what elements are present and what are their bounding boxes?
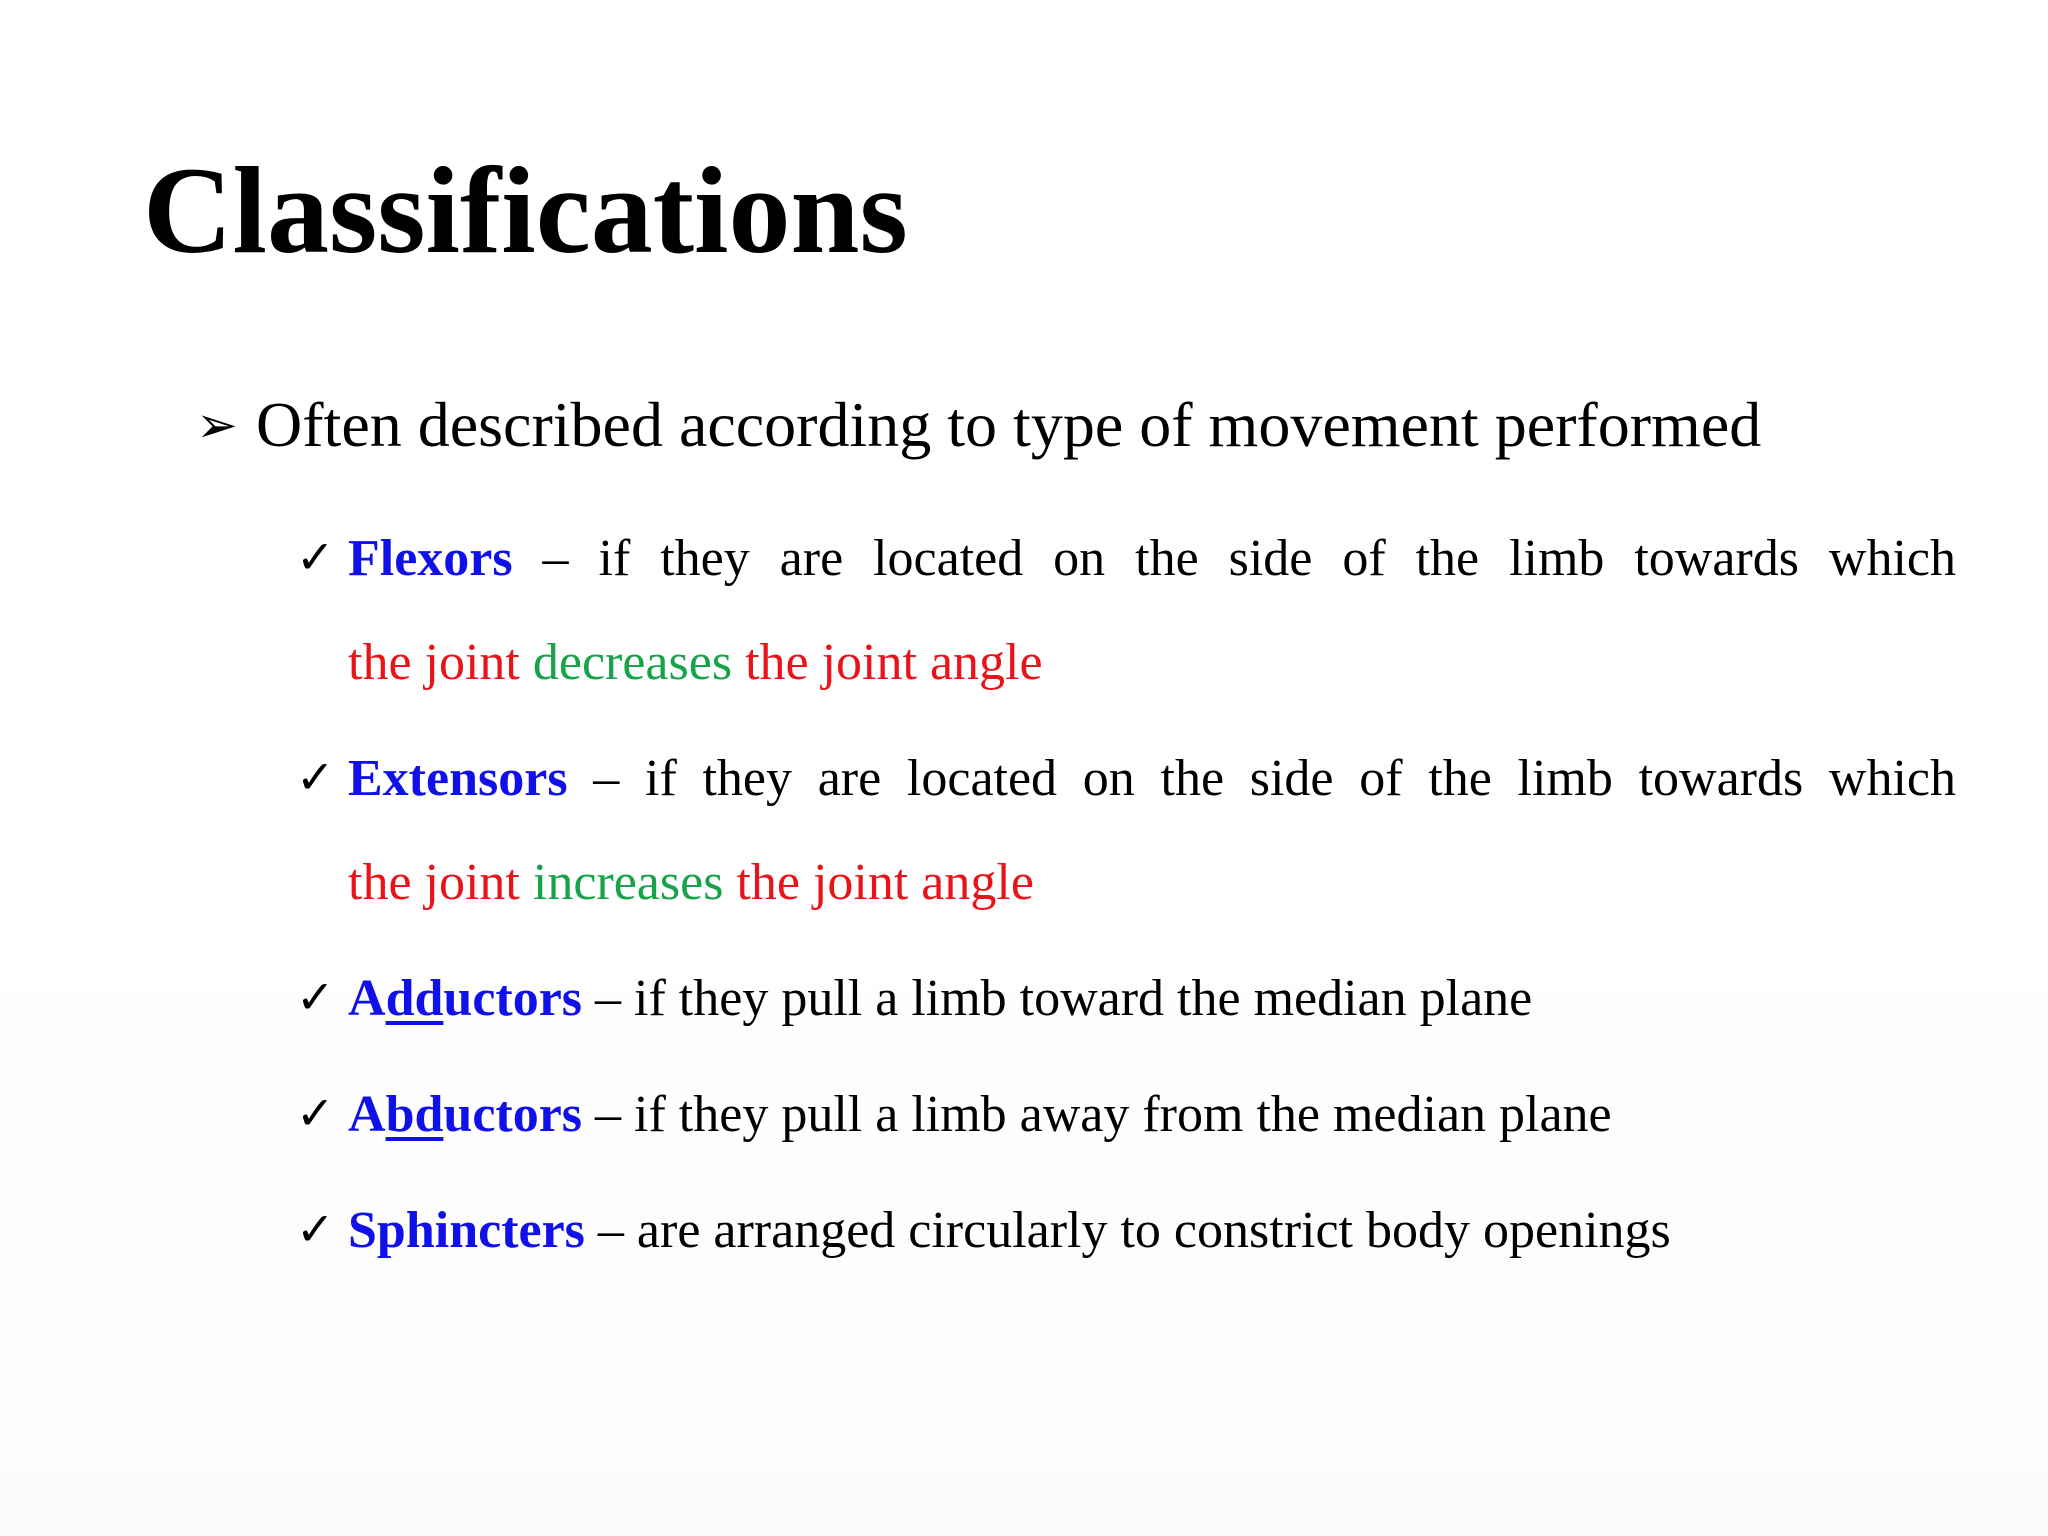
checkmark-icon: ✓ <box>296 1202 335 1256</box>
item-description: – are arranged circularly to constrict body openings <box>584 1202 1671 1259</box>
checkmark-icon: ✓ <box>296 530 335 584</box>
term-adductors <box>348 970 582 1027</box>
highlight-text: the joint angle <box>723 854 1034 911</box>
term-underlined-part: dd <box>385 970 444 1027</box>
list-item-extensors <box>296 727 1956 935</box>
item-description: – if they are located on the side of the limb towards which <box>512 530 1956 587</box>
item-description: – if they are located on the side of the limb towards which <box>567 750 1956 807</box>
highlight-text: the joint <box>348 854 533 911</box>
item-description: – if they pull a limb toward the median plane <box>582 970 1533 1027</box>
checkmark-icon: ✓ <box>296 750 335 804</box>
item-line-1 <box>348 507 1956 611</box>
item-line-2 <box>348 611 1956 715</box>
item-line-2 <box>348 831 1956 935</box>
highlight-text: the joint <box>348 634 533 691</box>
main-bullet <box>196 385 1996 465</box>
sub-bullet-list <box>296 507 1956 1295</box>
list-item-flexors <box>296 507 1956 715</box>
term-part: uctors <box>443 970 583 1027</box>
list-item-adductors <box>296 947 1956 1051</box>
slide-title: Classifications <box>143 142 908 279</box>
item-line-1 <box>348 727 1956 831</box>
checkmark-icon: ✓ <box>296 970 335 1024</box>
term-extensors: Extensors <box>348 750 568 807</box>
checkmark-icon: ✓ <box>296 1086 335 1140</box>
emphasis-text: increases <box>532 854 724 911</box>
term-flexors: Flexors <box>348 530 513 587</box>
term-abductors <box>348 1086 582 1143</box>
arrow-right-icon: ➢ <box>196 396 238 454</box>
term-part: A <box>348 1086 386 1143</box>
term-part: uctors <box>443 1086 583 1143</box>
term-sphincters: Sphincters <box>348 1202 585 1259</box>
highlight-text: the joint angle <box>732 634 1043 691</box>
main-bullet-text: Often described according to type of movement performed <box>256 389 1762 460</box>
emphasis-text: decreases <box>532 634 733 691</box>
term-underlined-part: bd <box>385 1086 444 1143</box>
list-item-sphincters <box>296 1179 1956 1283</box>
list-item-abductors <box>296 1063 1956 1167</box>
item-description: – if they pull a limb away from the median plane <box>582 1086 1612 1143</box>
term-part: A <box>348 970 386 1027</box>
